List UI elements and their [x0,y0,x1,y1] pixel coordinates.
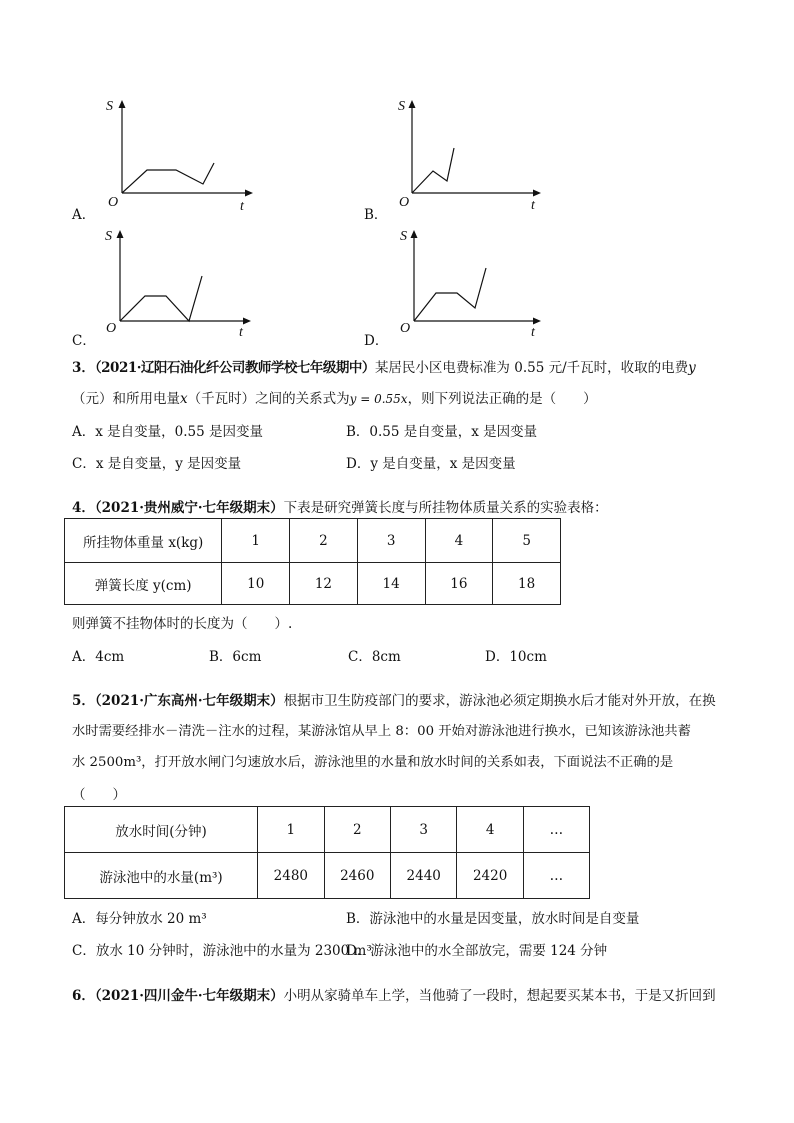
axis-y-label: S [105,229,112,244]
q5-option-d[interactable]: D．游泳池中的水全部放完，需要 124 分钟 [346,943,608,959]
axis-y-label: S [106,99,113,114]
table-cell: 2440 [390,853,456,899]
q4-option-c[interactable]: C．8cm [348,649,401,665]
question-source: （2021·广东高州·七年级期末） [94,693,284,709]
question-4-line-1 [72,496,608,516]
question-source: （2021·四川金牛·七年级期末） [94,988,284,1004]
arrow-y [117,230,124,238]
question-text: 根据市卫生防疫部门的要求，游泳池必须定期换水后才能对外开放，在换 [283,693,716,709]
table-cell: 12 [290,563,358,605]
q3-option-c[interactable]: C．x 是自变量，y 是因变量 [72,456,242,472]
table-row [65,853,590,899]
q3-option-d[interactable]: D．y 是自变量，x 是因变量 [346,456,516,472]
graph-line [414,268,486,321]
question-text: 下表是研究弹簧长度与所挂物体质量关系的实验表格： [283,500,608,516]
q4-option-b[interactable]: B．6cm [209,649,262,665]
origin-label: O [400,321,411,336]
question-text: （千瓦时）之间的关系式为 [187,391,350,407]
question-5-line-2: 水时需要经排水－清洗－注水的过程，某游泳馆从早上 8：00 开始对游泳池进行换水，已知该游泳池共蓄 [72,724,691,739]
origin-label: O [106,321,117,336]
table-cell: 2480 [258,853,324,899]
q4-option-d[interactable]: D．10cm [485,649,547,665]
question-number: 3． [72,360,95,376]
table-cell: 4 [425,519,493,563]
arrow-y [411,230,418,238]
q4-question: 则弹簧不挂物体时的长度为（ ）. [72,616,293,632]
table-cell: 2460 [324,853,390,899]
option-label-c[interactable]: C． [72,333,96,349]
option-label-b[interactable]: B． [364,207,388,223]
table-row [65,563,561,605]
arrow-y [409,100,416,108]
q4-option-a[interactable]: A．4cm [72,649,125,665]
arrow-y [119,100,126,108]
table-cell: 1 [222,519,290,563]
question-6-line-1 [72,984,716,1004]
q3-option-b[interactable]: B．0.55 是自变量，x 是因变量 [346,424,538,440]
graph-option-d [390,226,560,346]
axis-y-label: S [398,99,405,114]
axis-x-label: t [531,325,535,340]
table-cell: 14 [357,563,425,605]
table-header-cell: 游泳池中的水量(m³) [65,853,258,899]
q5-option-c[interactable]: C．放水 10 分钟时，游泳池中的水量为 2300 m³ [72,943,372,959]
formula: y = 0.55x [349,392,408,406]
question-text: （元）和所用电量 [72,391,180,407]
axis-x-label: t [240,199,244,214]
option-label-a[interactable]: A． [72,207,96,223]
origin-label: O [108,195,119,210]
axis-y-label: S [400,229,407,244]
question-source: （2021·贵州威宁·七年级期末） [94,500,284,516]
table-cell: 2420 [457,853,523,899]
arrow-x [243,318,251,325]
graph-line [120,276,202,321]
table-cell: 18 [493,563,561,605]
arrow-x [245,190,253,197]
q3-option-a[interactable]: A．x 是自变量，0.55 是因变量 [72,424,264,440]
question-number: 5． [72,693,95,709]
arrow-x [533,318,541,325]
origin-label: O [399,195,410,210]
q4-table [64,518,561,605]
arrow-x [533,190,541,197]
table-cell: 5 [493,519,561,563]
question-number: 4． [72,500,95,516]
question-3-line-1 [72,356,696,376]
axis-x-label: t [239,325,243,340]
q5-option-a[interactable]: A．每分钟放水 20 m³ [72,911,207,927]
axis-x-label: t [531,198,535,213]
table-cell: … [523,807,589,853]
table-header-cell: 所挂物体重量 x(kg) [65,519,222,563]
table-header-cell: 弹簧长度 y(cm) [65,563,222,605]
graph-line [122,163,214,193]
option-label-d[interactable]: D． [364,333,389,349]
var-y: y [688,360,696,376]
graph-option-c [96,226,266,346]
q5-option-b[interactable]: B．游泳池中的水量是因变量，放水时间是自变量 [346,911,640,927]
table-cell: 10 [222,563,290,605]
question-source: （2021·辽阳石油化纤公司教师学校七年级期中） [94,360,375,376]
question-number: 6． [72,988,95,1004]
question-text: 某居民小区电费标准为 0.55 元/千瓦时，收取的电费 [374,360,689,376]
table-cell: 3 [390,807,456,853]
table-header-cell: 放水时间(分钟) [65,807,258,853]
question-text: ，则下列说法正确的是（ ） [407,391,597,407]
table-row [65,807,590,853]
graph-option-a [96,96,266,216]
q5-table [64,806,590,899]
var-x: x [180,391,188,407]
table-cell: 2 [290,519,358,563]
question-5-line-1 [72,689,716,709]
table-cell: 4 [457,807,523,853]
question-3-line-2 [72,387,597,407]
table-cell: 3 [357,519,425,563]
question-5-line-3: 水 2500m³，打开放水闸门匀速放水后，游泳池里的水量和放水时间的关系如表，下面说法不正确的是 [72,755,674,770]
table-cell: … [523,853,589,899]
graph-line [412,148,454,193]
table-cell: 2 [324,807,390,853]
table-row [65,519,561,563]
question-text: 小明从家骑单车上学，当他骑了一段时，想起要买某本书，于是又折回到 [283,988,716,1004]
table-cell: 1 [258,807,324,853]
graph-option-b [388,96,558,216]
table-cell: 16 [425,563,493,605]
question-5-line-4: （ ） [72,787,126,803]
